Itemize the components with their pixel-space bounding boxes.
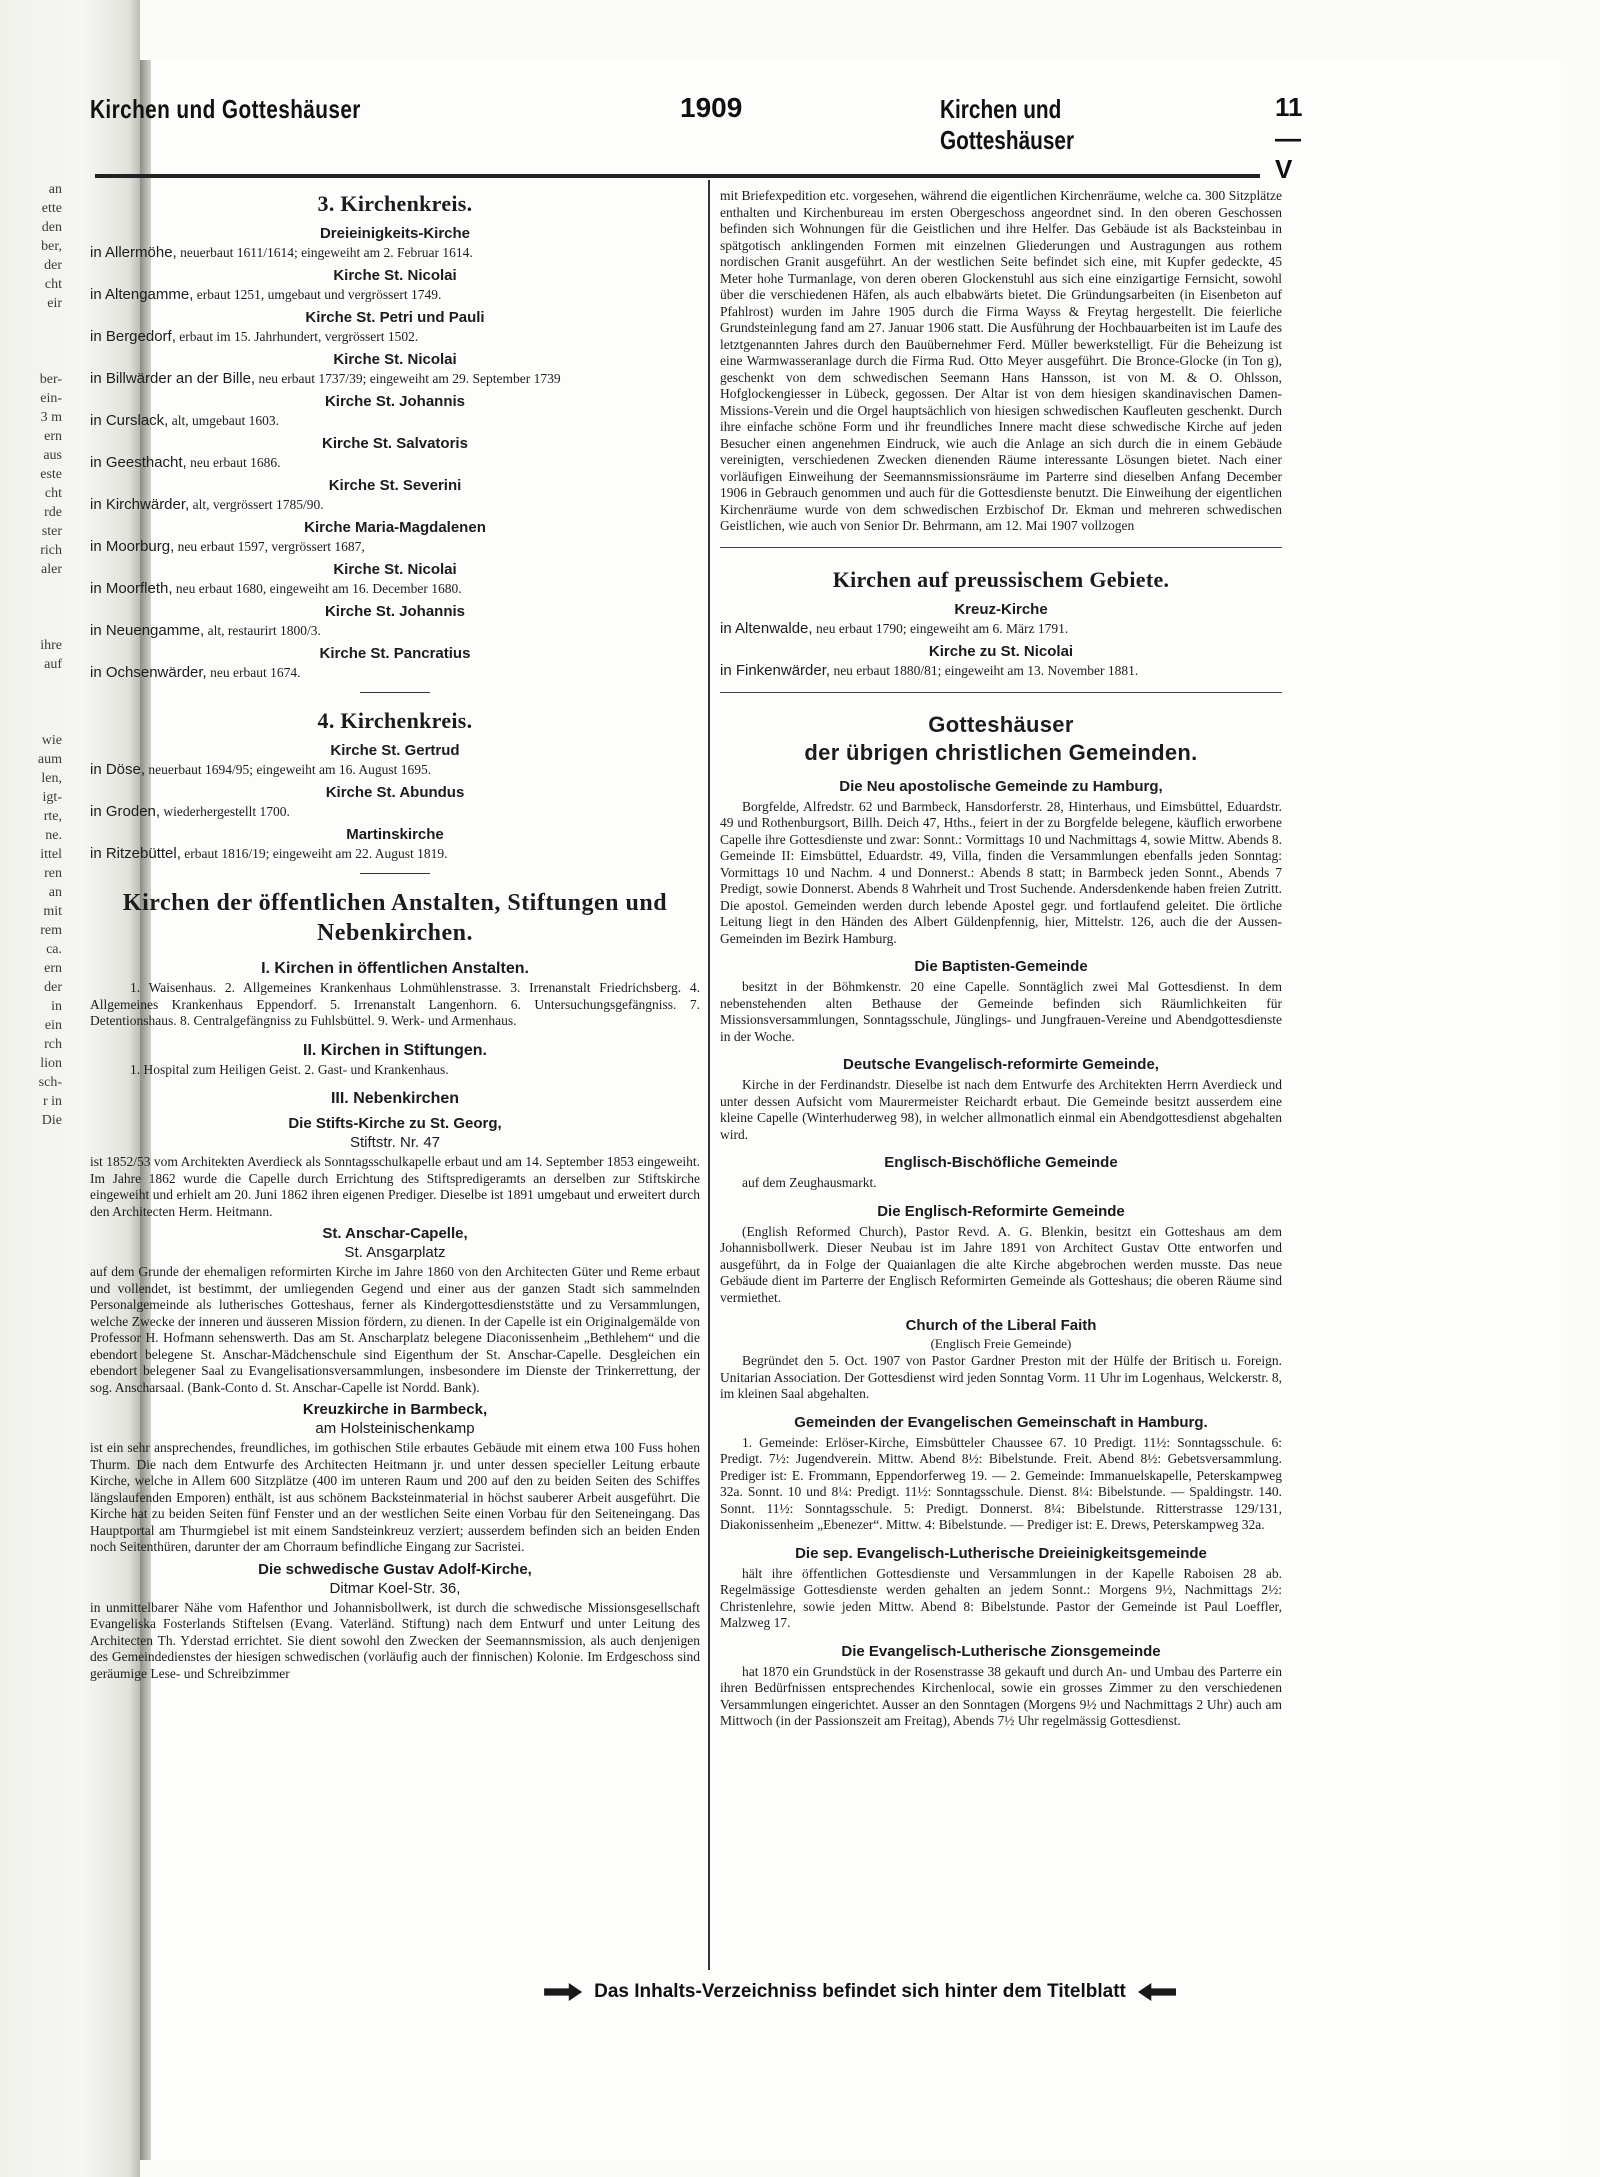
congregation-subtitle: (Englisch Freie Gemeinde) (930, 1336, 1072, 1351)
church-list (90, 224, 700, 682)
adjacent-page-fragment: ster (41, 524, 62, 539)
adjacent-page-fragment: an (48, 182, 62, 197)
church-address: St. Ansgarplatz (344, 1244, 446, 1261)
right-column (720, 186, 1282, 1734)
church-name: Die schwedische Gustav Adolf-Kirche, (258, 1560, 532, 1578)
church-description: ist ein sehr ansprechendes, freundliches, im gothischen Stile erbautes Gebäude mit einem etwa 100 Fuss hohen Thurm. Die nach dem Entwurfe des Architecten Heitmann jr. und unter dessen specieller Leitung erbaute Kirche, welche in Allem 600 Sitzplätze (400 im unteren Raum und 200 auf den zu beiden Seiten des Schiffes längslaufenden Emporen) enthält, ist aus schönem Backsteinmaterial in höchst sauberer Arbeit ausgeführt. Die Kirche hat zu beiden Seiten fünf Fenster und an der westlichen Seite einen Vorbau für den Seiteneingang. Das Hauptportal am Thurmgiebel ist mit einem Sandsteinkreuz verziert; ausserdem befinden sich an beiden Enden noch Seitenthüren, darunter der am Chorraum befindliche Eingang zur Sacristei. (90, 1440, 700, 1554)
left-column (90, 186, 700, 1686)
adjacent-page-fragment: wie (41, 733, 62, 748)
congregation-name: Gemeinden der Evangelischen Gemeinschaft in Hamburg. (794, 1413, 1208, 1431)
congregation-description: (English Reformed Church), Pastor Revd. A. G. Blenkin, besitzt ein Gotteshaus am dem Johannisbollwerk. Dieser Neubau ist im Jahre 1891 von Architect Gustav Otte entworfen und ausgeführt, da in Folge der Quaianlagen die alte Kirche abgebrochen werden musste. Das neue Gebäude dient im Parterre der Englisch Reformirten Gemeinde als Gotteshaus; die oberen Räume sind vermiethet. (720, 1223, 1282, 1305)
adjacent-page-fragment: aus (43, 448, 62, 463)
place-name: in Ochsenwärder, (90, 664, 207, 681)
adjacent-page-fragment (2, 712, 62, 731)
church-location (90, 580, 700, 598)
church-description: ist 1852/53 vom Architekten Averdieck als Sonntagsschulkapelle erbaut und am 14. September 1853 eingeweiht. Im Jahre 1862 wurde die Capelle durch Errichtung des Stiftspredigeramts an derselben zur Stiftskirche eingeweiht und erhielt am 20. Juni 1862 ihren eigenen Prediger. Dieselbe ist 1891 umgebaut und erweitert durch den Architecten Herm. Heitmann. (90, 1154, 700, 1219)
adjacent-page-fragment: ca. (46, 942, 62, 957)
church-details: neuerbaut 1694/95; eingeweiht am 16. August 1695. (145, 762, 432, 777)
header-year: 1909 (680, 92, 743, 123)
adjacent-page-fragment: ne. (45, 828, 62, 843)
adjacent-page-fragment: an (48, 885, 62, 900)
church-details: alt, umgebaut 1603. (168, 413, 279, 428)
adjacent-page-fragment: rich (40, 543, 62, 558)
church-details: neu erbaut 1880/81; eingeweiht am 13. November 1881. (830, 662, 1139, 678)
adjacent-page-fragment: ihre (40, 638, 62, 653)
church-location (90, 803, 700, 821)
adjacent-page-fragment: ern (44, 961, 62, 976)
pointing-hand-icon (1138, 1983, 1176, 2001)
section-title: Kirchen auf preussischem Gebiete. (832, 566, 1170, 592)
church-details: alt, restaurirt 1800/3. (204, 623, 321, 638)
header-left-title: Kirchen und Gotteshäuser (90, 94, 361, 124)
adjacent-page-fragment: ren (44, 866, 62, 881)
church-name: Kirche zu St. Nicolai (928, 642, 1074, 660)
adjacent-page-fragment: aum (37, 752, 62, 767)
church-name: Kirche St. Johannis (324, 603, 466, 620)
adjacent-page-fragment: igt- (42, 790, 62, 805)
congregation-list (720, 777, 1282, 1730)
church-name: Martinskirche (346, 826, 444, 843)
church-description: auf dem Grunde der ehemaligen reformirten Kirche im Jahre 1860 von den Architecten Güter und Reme erbaut und vollendet, ist bestimmt, der umliegenden Gegend und einer aus der ganzen Stadt sich sammelnden Personalgemeinde als lutherisches Gotteshaus, ferner als Kindergottesdienststätte und zu Versammlungen, welche Zwecke der inneren und äusseren Mission fördern, zu dienen. In der Capelle ist ein Originalgemälde von Professor H. Hofmann sehenswerth. Das am St. Anscharplatz belegene Diaconissenheim „Bethlehem“ und die ebendort belegene St. Anschar-Mädchenschule sind Eigenthum der St. Anschar-Capelle. Desgleichen ein ebendort belegener Saal zu Evangelisationsversammlungen, insbesondere im Dienste der Trinkerrettung, der sog. Anscharsaal. (Bank-Conto d. St. Anschar-Capelle ist Nordd. Bank). (90, 1264, 700, 1395)
church-details: neu erbaut 1674. (206, 665, 301, 680)
church-name: Dreieinigkeits-Kirche (319, 225, 471, 242)
adjacent-page-fragment: este (40, 467, 62, 482)
church-location (90, 538, 700, 556)
section-title: Kirchen der öffentlichen Anstalten, Stiftungen und Nebenkirchen. (122, 890, 668, 946)
adjacent-page-fragment: ette (41, 201, 62, 216)
adjacent-page-fragment: Die (41, 1113, 62, 1128)
congregation-description: hat 1870 ein Grundstück in der Rosenstrasse 38 gekauft und durch An- und Umbau des Parterre ein ihren Bedürfnissen entsprechendes Kirchenlocal, sowie ein grosses Zimmer zu den verschiedenen Versammlungen eingerichtet. Ausser an den Sonntagen (Morgens 9½ und Nachmittags 2 Uhr) auch am Mittwoch (in der Passionszeit am Freitag), Abends 7½ Uhr regelmässig Gottesdienst. (720, 1663, 1282, 1728)
church-list (90, 741, 700, 863)
adjacent-page-fragment: r in (42, 1094, 62, 1109)
place-name: in Allermöhe, (90, 244, 177, 261)
adjacent-page-fragment: der (44, 258, 62, 273)
adjacent-page-fragment: rde (44, 505, 62, 520)
place-name: in Altenwalde, (720, 619, 813, 637)
place-name: in Kirchwärder, (90, 496, 190, 513)
adjacent-page-fragment: auf (44, 657, 62, 672)
page-header (90, 88, 1303, 184)
adjacent-page-fragment: sch- (38, 1075, 62, 1090)
subsection-title: III. Nebenkirchen (330, 1090, 460, 1107)
congregation-name: Englisch-Bischöfliche Gemeinde (884, 1154, 1118, 1171)
divider (720, 547, 1282, 548)
list-text: 1. Hospital zum Heiligen Geist. 2. Gast- und Krankenhaus. (130, 1061, 449, 1077)
church-name: Kirche St. Petri und Pauli (305, 309, 485, 326)
adjacent-page-fragment (2, 598, 62, 617)
adjacent-page-fragment: 3 m (40, 410, 62, 425)
church-location (90, 496, 700, 514)
church-name: Kreuzkirche in Barmbeck, (302, 1401, 488, 1418)
place-name: in Groden, (90, 803, 161, 820)
church-address: Ditmar Koel-Str. 36, (329, 1579, 461, 1597)
continued-text: mit Briefexpedition etc. vorgesehen, während die eigentlichen Kirchenräume, welche ca. 300 Sitzplätze enthalten und Kirchenbureau im ersten Obergeschoss angeordnet sind. In den oberen Geschossen befinden sich Wohnungen für die Geistlichen und ihre Helfer. Das Gebäude ist als Backsteinbau in spätgotisch anklingenden Formen mit einzelnen Gliederungen und Austragungen aus rothem nordischen Granit ausgeführt. An der westlichen Seite befindet sich eine, mit Kupfer gedeckte, 45 Meter hohe Turmanlage, von deren oberen Glockenstuhl aus sich eine einzigartige Fernsicht, sowohl über die verschiedenen Häfen, als auch elbabwärts bietet. Die Gründungsarbeiten (in Eisenbeton auf Pfahlrost) wurden im Jahre 1905 durch die Firma Wayss & Freytag hergestellt. Die feierliche Grundsteinlegung fand am 27. Januar 1906 statt. Die Ausführung der Hochbauarbeiten ist im Laufe des letztgenannten Jahres durch den Bauübernehmer Ferd. Müller bewerkstelligt. Für die Beheizung ist eine Warmwasseranlage durch die Firma Rud. Otto Meyer ausgeführt. Die Bronce-Glocke (in Ton g), geschenkt von dem schwedischen Seemann Hans Hansson, ist von M. & O. Ohlsson, Hofglockengiesser in Lübeck, gegossen. Der Altar ist von dem hiesigen skandinavischen Damen-Missions-Verein und die Orgel hauptsächlich von hiesigen schwedischen Kaufleuten geschenkt. Durch ihre einfache schöne Form und ihr freundliches Innere macht diese schwedische Kirche auf jeden Besucher einen angenehmen Eindruck, wie auch die Anlage an sich durch die in einem Gebäude vereinigten, verschiedenen Zwecken dienenden Räume interessante Lösungen bietet. Nach einer vorläufigen Einweihung der Seemannsmissionsräume im Parterre sind dieselben Anfang December 1906 in Gebrauch genommen und auch für die Gottesdienste benutzt. Die Einweihung der eigentlichen Kirchenräume wurde von dem schwedischen Erzbischof Dr. Ekman und mehreren schwedischen Geistlichen, wie auch von Senior Dr. Behrmann, am 12. Mai 1907 vollzogen (720, 188, 1282, 533)
divider (360, 692, 430, 693)
place-name: in Billwärder an der Bille, (90, 370, 256, 387)
header-rule (95, 174, 1260, 178)
congregation-name: Die Baptisten-Gemeinde (914, 958, 1088, 975)
church-location (90, 664, 700, 682)
place-name: in Moorfleth, (90, 580, 173, 597)
congregation-name: Deutsche Evangelisch-reformirte Gemeinde, (843, 1056, 1159, 1073)
pointing-hand-icon (544, 1983, 582, 2001)
section-subtitle: der übrigen christlichen Gemeinden. (804, 739, 1198, 765)
church-description: in unmittelbarer Nähe vom Hafenthor und Johannisbollwerk, ist durch die schwedische Missionsgesellschaft Evangeliska Fosterlands Stiftelsen (Evang. Vaterländ. Stiftung) nach dem Entwurf und unter Leitung des Architecten Th. Yderstad errichtet. Sie dient sowohl den Zwecken der Seemannsmission, als auch denjenigen des Gemeindedienstes der hiesigen schwedischen (vorläufig auch der finnischen) Kolonie. Im Erdgeschoss sind geräumige Lese- und Schreibzimmer (90, 1599, 700, 1681)
adjacent-page-fragment: der (44, 980, 62, 995)
church-location (720, 620, 1282, 638)
church-details: alt, vergrössert 1785/90. (189, 497, 324, 512)
subsection-title: I. Kirchen in öffentlichen Anstalten. (261, 960, 529, 977)
place-name: in Neuengamme, (90, 622, 205, 639)
church-name: Kirche St. Salvatoris (322, 435, 468, 452)
church-location (90, 370, 700, 388)
church-name: Kirche St. Johannis (324, 393, 466, 410)
church-details: neu erbaut 1680, eingeweiht am 16. December 1680. (172, 581, 462, 596)
adjacent-page-fragment: in (51, 999, 62, 1014)
adjacent-page-fragment: ittel (40, 847, 62, 862)
church-location (90, 412, 700, 430)
place-name: in Bergedorf, (90, 328, 176, 345)
adjacent-page-fragment: ein- (40, 391, 62, 406)
adjacent-page-fragment: aler (41, 562, 62, 577)
column-rule (708, 180, 710, 1970)
adjacent-page-text (2, 180, 62, 1130)
place-name: in Curslack, (90, 412, 169, 429)
church-details: erbaut 1816/19; eingeweiht am 22. August 1819. (180, 846, 448, 861)
adjacent-page-fragment: eir (47, 296, 62, 311)
church-details: neu erbaut 1790; eingeweiht am 6. März 1791. (812, 620, 1069, 636)
congregation-description: Kirche in der Ferdinandstr. Dieselbe ist nach dem Entwurfe des Architekten Herrn Averdieck und unter dessen Aufsicht vom Maurermeister Reichardt erbaut. Die Gemeinde besitzt ausserdem eine kleine Capelle (Winterhuderweg 98), in welcher allmonatlich einmal ein Abendgottesdienst abgehalten wird. (720, 1077, 1282, 1142)
congregation-name: Church of the Liberal Faith (905, 1317, 1097, 1334)
congregation-name: Die Neu apostolische Gemeinde zu Hamburg, (839, 777, 1163, 795)
adjacent-page-fragment: den (41, 220, 62, 235)
church-location (90, 328, 700, 346)
adjacent-page-fragment: rch (44, 1037, 62, 1052)
church-location (90, 761, 700, 779)
church-name: Kirche St. Nicolai (333, 267, 457, 284)
church-address: am Holsteinischenkamp (315, 1420, 475, 1437)
church-name: Kirche St. Nicolai (333, 561, 457, 578)
church-location (90, 845, 700, 863)
church-location (90, 286, 700, 304)
church-details: neu erbaut 1737/39; eingeweiht am 29. September 1739 (255, 371, 561, 386)
section-title: 3. Kirchenkreis. (317, 191, 473, 216)
church-name: Kirche Maria-Magdalenen (304, 519, 486, 536)
congregation-description: Begründet den 5. Oct. 1907 von Pastor Gardner Preston mit der Hülfe der Britisch u. Foreign. Unitarian Association. Der Gottesdienst wird jeden Sonntag Vorm. 11 Uhr im Logenhaus, Welckerstr. 8, im kleinen Saal abgehalten. (720, 1353, 1282, 1401)
subsection-title: II. Kirchen in Stiftungen. (303, 1041, 487, 1059)
church-name: Die Stifts-Kirche zu St. Georg, (288, 1115, 502, 1132)
section-title: 4. Kirchenkreis. (317, 708, 473, 733)
adjacent-page-fragment: len, (41, 771, 62, 786)
congregation-description: besitzt in der Böhmkenstr. 20 eine Capelle. Sonntäglich zwei Mal Gottesdienst. In dem nebenstehenden alten Bethause der Gemeinde befinden sich Räumlichkeiten für Missionsversammlungen, Sonntagsschule, Jünglings- und Jungfrauen-Vereine und Abendgottesdienste in der Woche. (720, 979, 1282, 1044)
church-details: erbaut im 15. Jahrhundert, vergrössert 1502. (175, 329, 419, 344)
adjacent-page-fragment (2, 313, 62, 332)
church-name: Kirche St. Abundus (325, 784, 465, 801)
adjacent-page-fragment (2, 693, 62, 712)
congregation-description: Borgfelde, Alfredstr. 62 und Barmbeck, Hansdorferstr. 28, Hinterhaus, und Eimsbüttel, Eduardstr. 49 und Rothenburgsort, Billh. Deich 47, Hths., feiert in der zu Borgfelde belegene, käuflich erworbene Capelle ihre Gottesdienste und zwar: Sonnt.: Vormittags 10 und Nachmittags 4, sowie Mittw. Abends 8. Gemeinde II: Eimsbüttel, Eduardstr. 49, Villa, finden die Versammlungen ebenfalls jeden Sonntag: Vormittags 10 und Nachm. 4 und Donnerst.: Abends 8 statt; in Barmbeck jeden Sonnt., Abends 7 Predigt, sowie Donnerst. Abends 8 Wahrheit und Trost Suchende. Andersdenkende haben freien Zutritt. Die apostol. Gemeinden werden durch lebende Apostel gegr. und fortlaufend geleitet. Die örtliche Leitung liegt in den Händen des Albert Güldenpfennig, hier, Mittelstr. 126, auch die der Aussen-Gemeinden im Bezirk Hamburg. (720, 798, 1282, 946)
church-name: St. Anschar-Capelle, (322, 1225, 468, 1242)
header-right-title: Kirchen und Gotteshäuser (940, 94, 1075, 155)
church-details: erbaut 1251, umgebaut und vergrössert 1749. (193, 287, 442, 302)
church-details: wiederhergestellt 1700. (160, 804, 290, 819)
church-address: Stiftstr. Nr. 47 (349, 1134, 441, 1151)
church-name: Kirche St. Nicolai (333, 351, 457, 368)
adjacent-page-fragment (2, 332, 62, 351)
adjacent-page-fragment: rem (40, 923, 62, 938)
adjacent-page-fragment (2, 351, 62, 370)
congregation-description: auf dem Zeughausmarkt. (742, 1175, 877, 1190)
church-name: Kreuz-Kirche (954, 600, 1048, 618)
church-name: Kirche St. Pancratius (319, 645, 471, 662)
adjacent-page-fragment (2, 579, 62, 598)
congregation-name: Die Englisch-Reformirte Gemeinde (877, 1202, 1125, 1220)
church-name: Kirche St. Severini (328, 477, 462, 494)
adjacent-page-fragment: lion (40, 1056, 62, 1071)
list-text: 1. Waisenhaus. 2. Allgemeines Krankenhaus Lohmühlenstrasse. 3. Irrenanstalt Friedrichsberg. 4. Allgemeines Krankenhaus Eppendorf. 5. Irrenanstalt Langenhorn. 6. Untersuchungsgefängniss. 7. Detentionshaus. 8. Centralgefängniss zu Fuhlsbüttel. 9. Werk- und Armenhaus. (90, 980, 700, 1028)
adjacent-page-fragment: cht (44, 277, 62, 292)
church-details: neu erbaut 1686. (186, 455, 281, 470)
divider (720, 692, 1282, 693)
adjacent-page-fragment (2, 674, 62, 693)
congregation-name: Die sep. Evangelisch-Lutherische Dreieinigkeitsgemeinde (795, 1544, 1207, 1562)
adjacent-page-fragment: ern (44, 429, 62, 444)
adjacent-page-fragment: ber, (41, 239, 62, 254)
section-title: Gotteshäuser (928, 711, 1074, 737)
church-details: neu erbaut 1597, vergrössert 1687, (174, 539, 365, 554)
footer-text: Das Inhalts-Verzeichniss befindet sich hinter dem Titelblatt (594, 1981, 1126, 2002)
adjacent-page-fragment: ein (44, 1018, 62, 1033)
adjacent-page-fragment (2, 617, 62, 636)
adjacent-page-fragment: ber- (39, 372, 62, 387)
congregation-description: hält ihre öffentlichen Gottesdienste und Versammlungen in der Kapelle Raboisen 28 ab. Regelmässige Gottesdienste werden gehalten an jedem Sonnt.: Morgens 9½, Nachmittags 2½: Christenlehre, sowie jeden Mittw. Abend 8: Bibelstunde. Pastor der Gemeinde ist Paul Loeffler, Malzweg 17. (720, 1565, 1282, 1630)
church-location (90, 454, 700, 472)
church-name: Kirche St. Gertrud (330, 742, 460, 759)
divider (360, 873, 430, 874)
place-name: in Döse, (90, 761, 146, 778)
place-name: in Moorburg, (90, 538, 175, 555)
page-number: 11—V (1275, 92, 1303, 184)
church-location (720, 662, 1282, 680)
church-location (90, 244, 700, 262)
place-name: in Altengamme, (90, 286, 194, 303)
place-name: in Ritzebüttel, (90, 845, 181, 862)
congregation-description: 1. Gemeinde: Erlöser-Kirche, Eimsbütteler Chaussee 67. 10 Predigt. 11½: Sonntagsschule. 6: Predigt. 7½: Jugendverein. Mittw. Abend 8½: Bibelstunde. Freit. Abend 8½: Gebetsversammlung. Prediger ist: E. Frommann, Eppendorferweg 19. — 2. Gemeinde: Immanuelskapelle, Peterskampweg 32a. Sonnt. 10 und 8¼: Predigt. 11½: Sonntagsschule. Dienst. 8¼: Bibelstunde. — Spaldingstr. 140. Sonnt. 11½: Sonntagsschule. 5: Predigt. Donnerst. 8¼: Bibelstunde. Ritterstrasse 129/131, Diakonissenheim „Ebenezer“. Mittw. 4: Bibelstunde. — Prediger ist: E. Drews, Peterskampweg 32a. (720, 1434, 1282, 1532)
church-location (90, 622, 700, 640)
place-name: in Geesthacht, (90, 454, 187, 471)
adjacent-page-fragment: cht (44, 486, 62, 501)
adjacent-page-fragment: rte, (43, 809, 62, 824)
footer-notice (470, 1977, 1250, 2007)
church-list (720, 600, 1282, 680)
church-details: neuerbaut 1611/1614; eingeweiht am 2. Februar 1614. (176, 245, 473, 260)
congregation-name: Die Evangelisch-Lutherische Zionsgemeinde (841, 1642, 1161, 1660)
place-name: in Finkenwärder, (720, 661, 831, 679)
adjacent-page-fragment: mit (43, 904, 62, 919)
